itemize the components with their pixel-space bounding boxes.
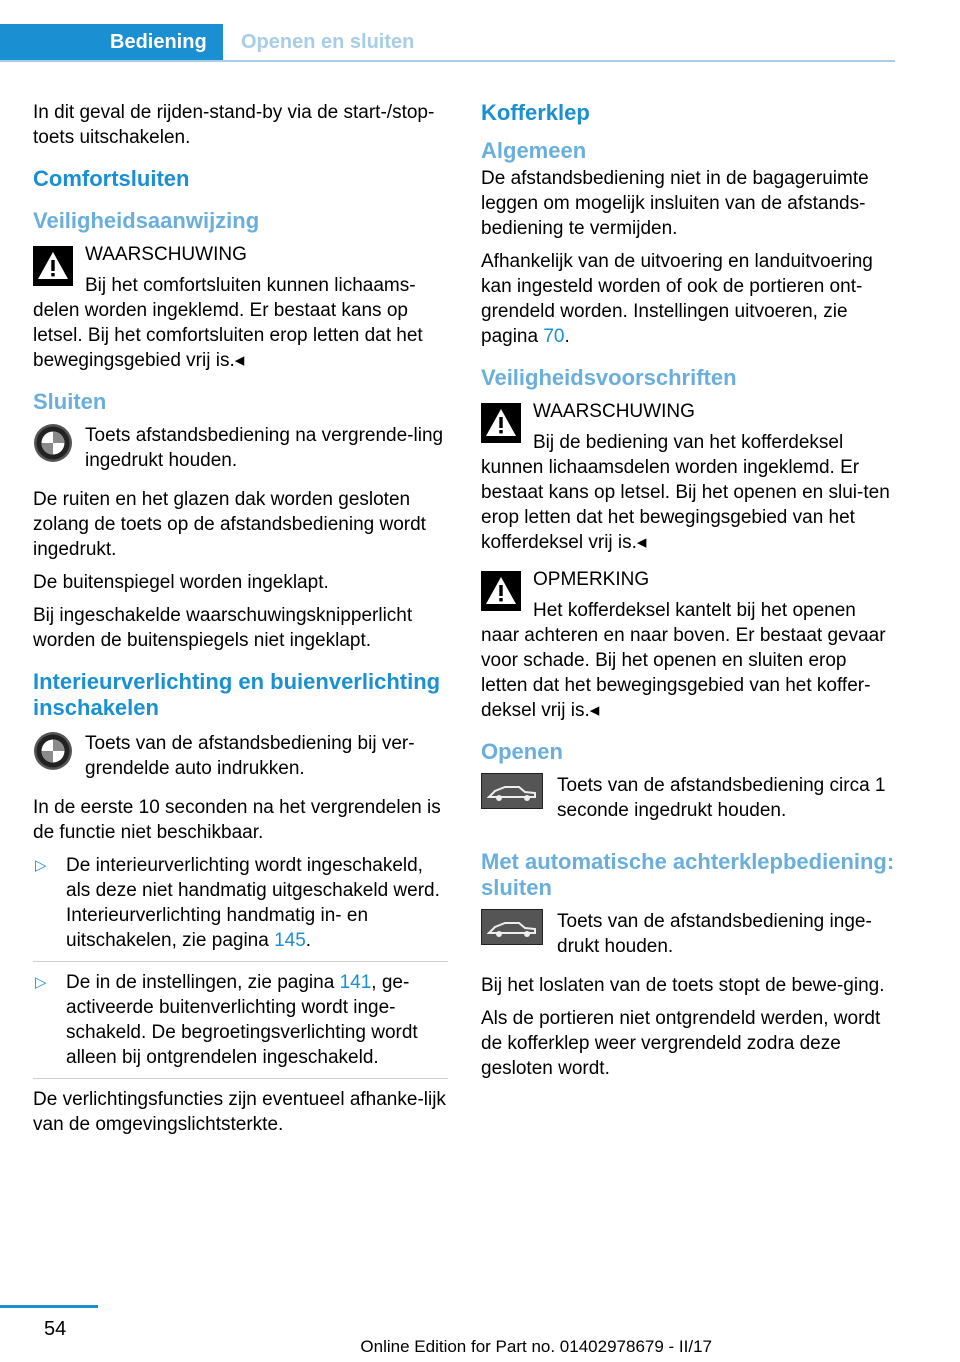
safety-heading: Veiligheidsvoorschriften	[481, 365, 737, 390]
page-header	[0, 24, 895, 62]
close-key-text: Toets afstandsbediening na vergrende-ling ingedrukt houden.	[85, 425, 444, 471]
open-key-instruction	[481, 773, 896, 823]
car-trunk-key-icon	[481, 773, 545, 814]
page-link[interactable]: 70	[543, 326, 565, 347]
warning-title: WAARSCHUWING	[533, 401, 695, 422]
close-key-instruction	[33, 423, 448, 473]
general-heading: Algemeen	[481, 138, 587, 163]
left-column	[33, 100, 448, 1145]
page-link[interactable]: 141	[339, 972, 372, 993]
section-tab-active[interactable]: Bediening	[0, 24, 223, 60]
bmw-logo-key-icon	[33, 423, 77, 468]
page-number: 54	[44, 1318, 67, 1340]
triangle-bullet-icon: ▷	[35, 857, 47, 874]
section-tab[interactable]: Openen en sluiten	[241, 30, 415, 53]
page-link[interactable]: 145	[274, 930, 306, 951]
auto-close-key-instruction	[481, 909, 896, 959]
paragraph: Bij ingeschakelde waarschuwingsknipperlicht worden de buitenspiegels niet ingeklapt.	[33, 605, 413, 651]
note-title: OPMERKING	[533, 569, 650, 590]
list-item: ▷ De interieurverlichting wordt ingeschakeld, als deze niet handmatig uitgeschakeld werd. Interieurverlichting handmatig in- en uitschakelen, zie pagina 145.	[33, 853, 448, 962]
edition-note: Online Edition for Part no. 01402978679 - II/17	[360, 1337, 712, 1356]
close-heading: Sluiten	[33, 389, 107, 414]
open-heading: Openen	[481, 739, 563, 764]
warning-notice	[33, 242, 448, 373]
list-item: ▷ De in de instellingen, zie pagina 141, ge-activeerde buitenverlichting wordt inge-schakeld. De begroetingsverlichting wordt alleen bij ontgrendelen ingeschakeld.	[33, 970, 448, 1079]
safety-heading: Veiligheidsaanwijzing	[33, 208, 260, 233]
bullet-list	[33, 853, 448, 1079]
paragraph: Afhankelijk van de uitvoering en landuitvoering kan ingesteld worden of ook de portieren ont-grendeld worden. Instellingen uitvoeren, zie pagina 70.	[481, 251, 873, 347]
comfort-heading: Comfortsluiten	[33, 166, 190, 191]
paragraph: Bij het loslaten van de toets stopt de bewe-ging.	[481, 975, 885, 996]
car-trunk-key-icon	[481, 909, 545, 950]
paragraph: De verlichtingsfuncties zijn eventueel afhanke-lijk van de omgevingslichtsterkte.	[33, 1089, 446, 1135]
warning-triangle-icon	[481, 403, 521, 443]
paragraph: De afstandsbediening niet in de bagageruimte leggen om mogelijk insluiten van de afstands-bediening te vermijden.	[481, 168, 869, 239]
footer-rule	[0, 1305, 98, 1308]
header-rule	[0, 60, 895, 62]
paragraph: Als de portieren niet ontgrendeld werden, wordt de kofferklep weer vergrendeld zodra deze gesloten wordt.	[481, 1008, 881, 1079]
warning-triangle-icon	[481, 571, 521, 611]
triangle-bullet-icon: ▷	[35, 974, 47, 991]
trunk-heading: Kofferklep	[481, 100, 590, 125]
interior-key-instruction	[33, 731, 448, 781]
bmw-logo-key-icon	[33, 731, 77, 776]
paragraph: De buitenspiegel worden ingeklapt.	[33, 572, 329, 593]
intro-paragraph: In dit geval de rijden-stand-by via de start-/stop-toets uitschakelen.	[33, 102, 435, 148]
auto-close-key-text: Toets van de afstandsbediening inge-drukt houden.	[557, 911, 872, 957]
warning-notice	[481, 399, 896, 555]
note-notice	[481, 567, 896, 723]
warning-title: WAARSCHUWING	[85, 244, 247, 265]
right-column	[481, 100, 896, 1089]
interior-heading: Interieurverlichting en buienverlichting inschakelen	[33, 669, 441, 720]
warning-triangle-icon	[33, 246, 73, 286]
open-key-text: Toets van de afstandsbediening circa 1 seconde ingedrukt houden.	[557, 775, 886, 821]
warning-body: Bij het comfortsluiten kunnen lichaams-delen worden ingeklemd. Er bestaat kans op letsel. Bij het comfortsluiten erop letten dat het bewegingsgebied vrij is.◂	[33, 275, 423, 371]
auto-close-heading: Met automatische achterklepbediening: sluiten	[481, 849, 895, 900]
warning-body: Bij de bediening van het kofferdeksel kunnen lichaamsdelen worden ingeklemd. Er bestaat kans op letsel. Bij het openen en slui-ten erop letten dat het bewegingsgebied van het kofferdeksel vrij is.◂	[481, 432, 890, 553]
paragraph: In de eerste 10 seconden na het vergrendelen is de functie niet beschikbaar.	[33, 797, 441, 843]
note-body: Het kofferdeksel kantelt bij het openen naar achteren en naar boven. Er bestaat gevaar voor schade. Bij het openen en sluiten erop letten dat het bewegingsgebied van het koffer-deksel vrij is.◂	[481, 600, 886, 721]
paragraph: De ruiten en het glazen dak worden gesloten zolang de toets op de afstandsbediening wordt ingedrukt.	[33, 489, 426, 560]
interior-key-text: Toets van de afstandsbediening bij ver-grendelde auto indrukken.	[85, 733, 415, 779]
